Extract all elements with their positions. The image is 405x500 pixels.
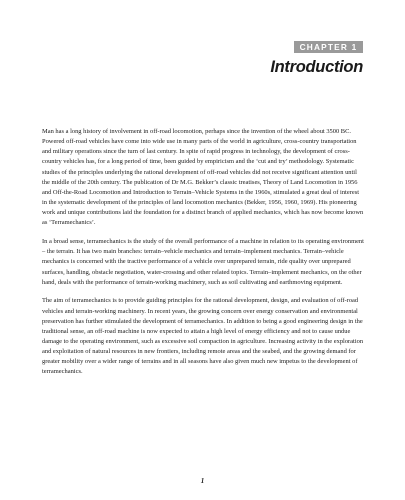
chapter-title: Introduction — [270, 58, 363, 76]
paragraph-1: Man has a long history of involvement in off-road locomotion, perhaps since the invention of the wheel about 3500 BC. Powered off-road vehicles have come into wide use in many parts of the world in agriculture, cross-country transportation and military operations since the turn of last century. In spite of rapid progress in technology, the development of cross-country vehicles has, for a long period of time, been guided by empiricism and the ‘cut and try’ methodology. Systematic studies of the principles underlying the rational development of off-road vehicles did not receive significant attention until the middle of the 20th century. The publication of Dr M.G. Bekker’s classic treatises, Theory of Land Locomotion in 1956 and Off-the-Road Locomotion and Introduction to Terrain–Vehicle Systems in the 1960s, stimulated a great deal of interest in the systematic development of the principles of land locomotion mechanics (Bekker, 1956, 1960, 1969). His pioneering work and unique contributions laid the foundation for a distinct branch of applied mechanics, which has now become known as ‘Terramechanics’. — [42, 128, 364, 227]
chapter-label: CHAPTER 1 — [294, 41, 363, 53]
page-number: 1 — [200, 477, 205, 485]
body-text — [42, 127, 364, 386]
paragraph-3: The aim of terramechanics is to provide guiding principles for the rational development, design, and evaluation of off-road vehicles and terrain-working machinery. In recent years, the growing concern over energy conservation and environmental preservation has further stimulated the development of terramechanics. In addition to being a good engineering design in the traditional sense, an off-road machine is now expected to attain a high level of energy efficiency and not to cause undue damage to the operating environment, such as excessive soil compaction in agriculture. Increasing activity in the exploration and exploitation of natural resources in new frontiers, including remote areas and the seabed, and the growing demand for greater mobility over a wider range of terrains and in all seasons have also given much new impetus to the development of terramechanics. — [42, 297, 364, 376]
paragraph-2: In a broad sense, terramechanics is the study of the overall performance of a machine in relation to its operating environment – the terrain. It has two main branches: terrain–vehicle mechanics and terrain–implement mechanics. Terrain–vehicle mechanics is concerned with the tractive performance of a vehicle over unprepared terrain, ride quality over unprepared surfaces, handling, obstacle negotiation, water-crossing and other related topics. Terrain–implement mechanics, on the other hand, deals with the performance of terrain-working machinery, such as soil cultivating and earthmoving equipment. — [42, 238, 364, 286]
